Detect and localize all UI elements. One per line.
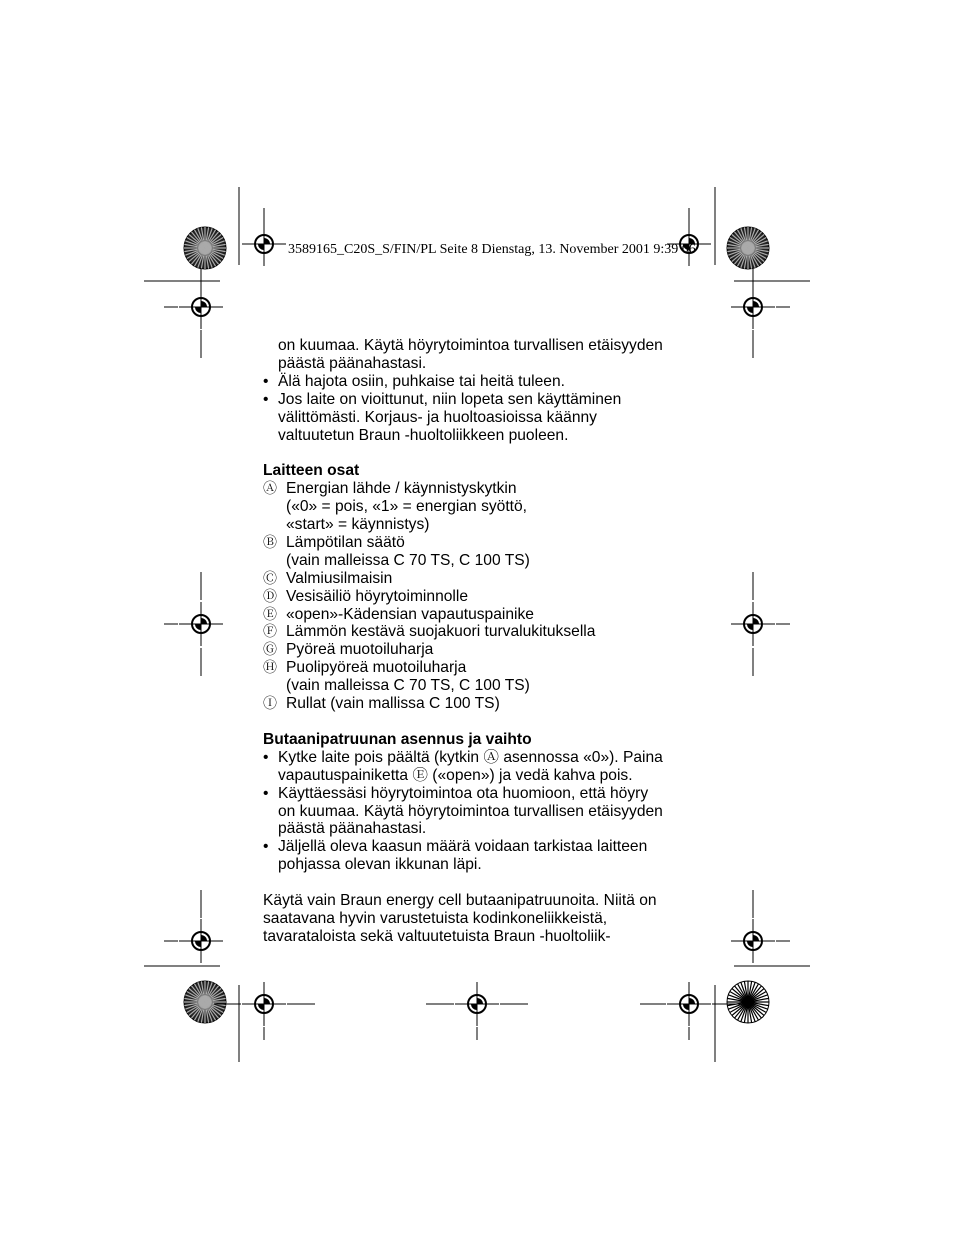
part-marker: Ⓑ [263,533,277,550]
part-marker: Ⓐ [263,480,277,497]
part-item [263,659,703,695]
part-item [263,606,703,624]
part-marker: Ⓕ [263,623,277,640]
part-line: «start» = käynnistys) [286,516,430,534]
part-item [263,534,703,570]
bullet-item: • Kytke laite pois päältä (kytkin Ⓐ asennossa «0»). Paina vapautuspainiketta Ⓔ («open») ja vedä kahva pois. [263,748,663,784]
color-star-target-icon [727,227,769,269]
bullet-line: välittömästi. Korjaus- ja huoltoasioissa käänny [278,408,597,426]
color-star-target-icon [184,227,226,269]
bullet-line: Kytke laite pois päältä (kytkin Ⓐ asennossa «0»). Paina [278,748,663,766]
paragraph-line: Käytä vain Braun energy cell butaanipatruunoita. Niitä on [263,892,657,910]
print-slug: 3589165_C20S_S/FIN/PL Seite 8 Dienstag, 13. November 2001 9:39 06 [288,242,696,257]
bullet-item: • Jos laite on vioittunut, niin lopeta sen käyttäminen välittömästi. Korjaus- ja huoltoasioissa käänny valtuutetun Braun -huoltoliikkeen puoleen. [263,390,622,444]
part-item [263,641,703,659]
registration-mark-icon [179,919,223,963]
section-heading: Butaanipatruunan asennus ja vaihto [263,730,532,748]
part-marker: Ⓔ [263,605,277,622]
registration-mark-icon [179,602,223,646]
registration-mark-icon [179,285,223,329]
bullet-line: Älä hajota osiin, puhkaise tai heitä tuleen. [278,372,565,390]
part-marker: Ⓘ [263,695,277,712]
part-line: (vain malleissa C 70 TS, C 100 TS) [286,551,530,569]
registration-mark-icon [242,982,286,1026]
part-line: Puolipyöreä muotoiluharja [286,659,467,677]
registration-mark-icon [731,285,775,329]
part-item [263,623,703,641]
color-star-target-icon [184,981,226,1023]
bullet-line: päästä päänahastasi. [278,820,427,838]
registration-mark-icon [731,919,775,963]
color-star-target-icon [727,981,769,1023]
part-line: Lämpötilan säätö [286,533,405,551]
part-line: Lämmön kestävä suojakuori turvalukituksella [286,623,596,641]
page-body [263,337,703,946]
part-line: Vesisäiliö höyrytoiminnolle [286,587,469,605]
part-marker: Ⓒ [263,569,277,586]
part-marker: Ⓗ [263,659,277,676]
part-marker: Ⓖ [263,641,277,658]
bullet-item: • Jäljellä oleva kaasun määrä voidaan tarkistaa laitteen pohjassa olevan ikkunan läpi. [263,838,648,874]
part-line: «open»-Kädensian vapautuspainike [286,605,534,623]
bullet-item: • Älä hajota osiin, puhkaise tai heitä tuleen. [263,372,565,390]
part-item [263,570,703,588]
bullet-line: pohjassa olevan ikkunan läpi. [278,856,482,874]
intro-line: on kuumaa. Käytä höyrytoimintoa turvallisen etäisyyden [278,337,663,354]
registration-mark-icon [667,982,711,1026]
bullet-line: Jäljellä oleva kaasun määrä voidaan tarkistaa laitteen [278,838,648,856]
bullet-line: on kuumaa. Käytä höyrytoimintoa turvallisen etäisyyden [278,802,663,820]
paragraph-line: saatavana hyvin varustetuista kodinkoneliikkeistä, [263,909,608,927]
bullet-line: Käyttäessäsi höyrytoimintoa ota huomioon, että höyry [278,784,649,802]
registration-mark-icon [242,222,286,266]
part-item [263,695,703,713]
registration-mark-icon [455,982,499,1026]
intro-line: päästä päänahastasi. [278,354,427,372]
registration-mark-icon [731,602,775,646]
section-heading: Laitteen osat [263,462,360,480]
part-line: Energian lähde / käynnistyskytkin [286,480,517,498]
part-line: Rullat (vain mallissa C 100 TS) [286,695,500,713]
bullet-item: • Käyttäessäsi höyrytoimintoa ota huomioon, että höyry on kuumaa. Käytä höyrytoimintoa turvallisen etäisyyden päästä päänahastasi. [263,784,663,838]
part-item [263,480,703,534]
part-marker: Ⓓ [263,587,277,604]
part-item [263,588,703,606]
part-line: (vain malleissa C 70 TS, C 100 TS) [286,677,530,695]
bullet-line: valtuutetun Braun -huoltoliikkeen puoleen. [278,426,569,444]
part-line: Valmiusilmaisin [286,569,393,587]
part-line: Pyöreä muotoiluharja [286,641,434,659]
part-line: («0» = pois, «1» = energian syöttö, [286,498,528,516]
bullet-line: Jos laite on vioittunut, niin lopeta sen käyttäminen [278,390,622,408]
bullet-line: vapautuspainiketta Ⓔ («open») ja vedä kahva pois. [278,766,633,784]
paragraph-line: tavarataloista sekä valtuutetuista Braun -huoltoliik- [263,927,611,945]
